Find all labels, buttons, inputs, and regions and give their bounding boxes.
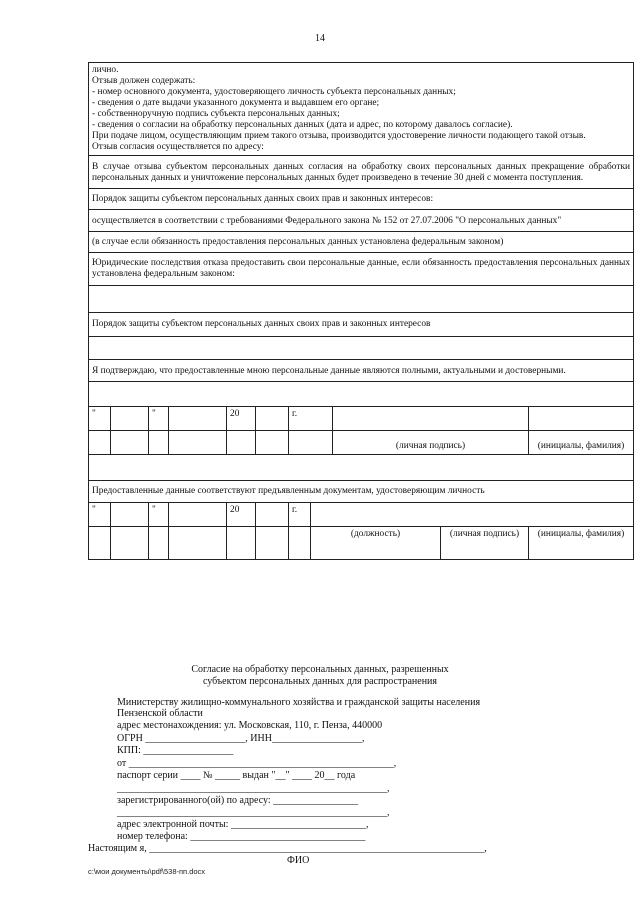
date-year-prefix: 20 (227, 503, 256, 527)
consent-distribution-section (0, 664, 640, 688)
revocation-requirements-cell (89, 63, 634, 156)
protection-order-heading: Порядок защиты субъектом персональных данных своих прав и законных интересов: (89, 189, 634, 210)
date-day (111, 503, 149, 527)
date-year-prefix: 20 (227, 407, 256, 431)
consent-title (0, 664, 640, 688)
date-year (256, 407, 289, 431)
signature-block (311, 503, 634, 527)
email-line: адрес электронной почты: ___________________________, (117, 819, 369, 830)
text-line: Отзыв должен содержать: (92, 76, 196, 86)
empty-cell (256, 527, 289, 560)
date-month (169, 407, 227, 431)
empty-cell (256, 431, 289, 455)
blank-row (89, 286, 634, 313)
law-note: (в случае если обязанность предоставления персональных данных установлена федеральным законом) (89, 232, 634, 253)
empty-cell (289, 527, 311, 560)
text-line: - сведения о дате выдачи указанного документа и выдавшем его органе; (92, 98, 380, 108)
legal-consequences: Юридические последствия отказа предоставить свои персональные данные, если обязанность предоставления персональных данных установлена федеральным законом: (89, 253, 634, 286)
empty-cell (227, 527, 256, 560)
empty-cell (89, 527, 111, 560)
revocation-text: В случае отзыва субъектом персональных данных согласия на обработку своих персональных данных прекращение обработки персональных данных и уничтожение персональных данных будет произведено в течение 30 дней с момента поступления. (89, 156, 634, 189)
consent-table (88, 62, 634, 560)
ogrn-inn-line: ОГРН ____________________, ИНН__________________, (117, 733, 365, 744)
text-line: - сведения о согласии на обработку персональных данных (дата и адрес, по которому давалось согласие). (92, 120, 513, 130)
empty-cell (289, 431, 333, 455)
registered-address-line: зарегистрированного(ой) по адресу: _________________ (117, 795, 359, 806)
personal-signature-caption: (личная подпись) (333, 431, 529, 455)
consent-title-line: субъектом персональных данных для распространения (202, 676, 438, 687)
empty-cell (227, 431, 256, 455)
date-year (256, 503, 289, 527)
addressee-line-1: Министерству жилищно-коммунального хозяйства и гражданской защиты населения (117, 697, 481, 708)
date-quote-close: " (149, 503, 169, 527)
blank-row (89, 455, 634, 481)
page-number: 14 (315, 33, 325, 44)
empty-cell (111, 431, 149, 455)
fio-caption: ФИО (287, 855, 310, 866)
passport-line: паспорт серии ____ № _____ выдан "__" ____ 20__ года (117, 770, 356, 781)
initials-field (529, 407, 634, 431)
registered-address-cont: ______________________________________________________, (117, 807, 390, 818)
empty-cell (111, 527, 149, 560)
empty-cell (149, 431, 169, 455)
footer-file-path: c:\мои документы\pdf\538-пп.docx (88, 867, 206, 876)
consent-title-line: Согласие на обработку персональных данных, разрешенных (191, 664, 449, 675)
empty-cell (169, 527, 227, 560)
blank-row (89, 382, 634, 407)
protection-order-heading-2: Порядок защиты субъектом персональных данных своих прав и законных интересов (89, 313, 634, 337)
kpp-line: КПП: __________________ (117, 745, 234, 756)
law-text: осуществляется в соответствии с требованиями Федерального закона № 152 от 27.07.2006 "О персональных данных" (89, 210, 634, 232)
initials-caption: (инициалы, фамилия) (529, 431, 634, 455)
empty-cell (169, 431, 227, 455)
date-g: г. (289, 407, 333, 431)
text-line: При подаче лицом, осуществляющим прием такого отзыва, производится удостоверение личности подающего такой отзыв. (92, 131, 586, 141)
addressee-line-2: Пензенской области (117, 708, 203, 719)
phone-line: номер телефона: ___________________________________ (117, 831, 366, 842)
date-quote-close: " (149, 407, 169, 431)
date-month (169, 503, 227, 527)
from-line: от _____________________________________________________, (117, 758, 397, 769)
text-line: лично. (92, 65, 119, 75)
date-quote-open: " (89, 503, 111, 527)
empty-cell (89, 431, 111, 455)
text-line: - номер основного документа, удостоверяющего личность субъекта персональных данных; (92, 87, 456, 97)
documents-correspond-text: Предоставленные данные соответствуют предъявленным документам, удостоверяющим личность (89, 481, 634, 503)
hereby-i-line: Настоящим я, ___________________________________________________________________, (88, 843, 487, 854)
personal-signature-caption: (личная подпись) (441, 527, 529, 560)
blank-row (89, 337, 634, 360)
signature-field (333, 407, 529, 431)
text-line: - собственноручную подпись субъекта персональных данных; (92, 109, 340, 119)
position-caption: (должность) (311, 527, 441, 560)
passport-issuer-line: ______________________________________________________, (117, 783, 390, 794)
initials-caption: (инициалы, фамилия) (529, 527, 634, 560)
text-line: Отзыв согласия осуществляется по адресу: (92, 142, 264, 152)
empty-cell (149, 527, 169, 560)
date-g: г. (289, 503, 311, 527)
date-day (111, 407, 149, 431)
date-quote-open: " (89, 407, 111, 431)
address-line: адрес местонахождения: ул. Московская, 110, г. Пенза, 440000 (117, 720, 383, 731)
confirm-text: Я подтверждаю, что предоставленные мною персональные данные являются полными, актуальными и достоверными. (89, 360, 634, 382)
